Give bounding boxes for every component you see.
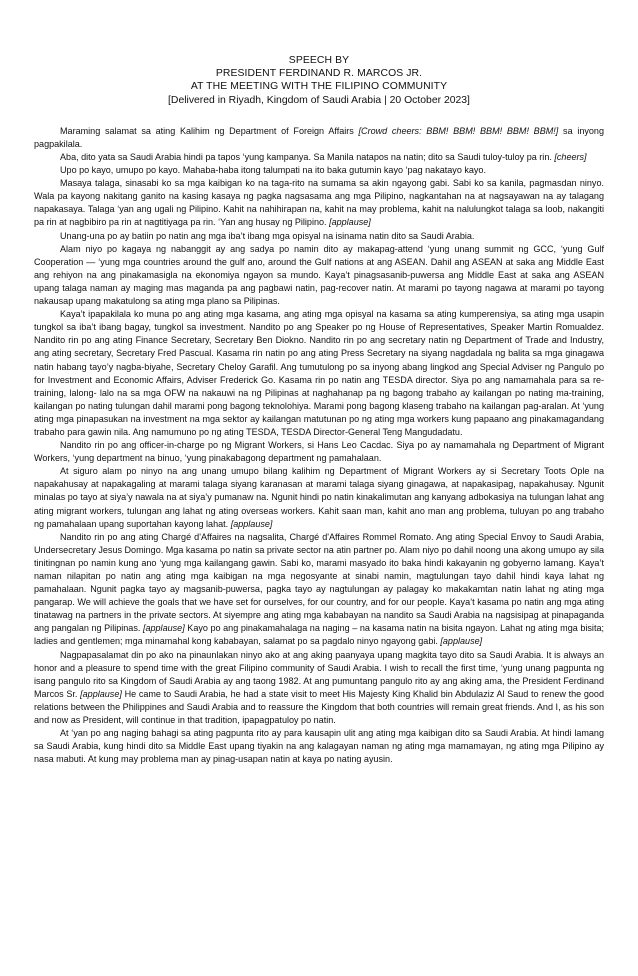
header-title: SPEECH BY bbox=[288, 55, 350, 66]
stage-direction: [applause] bbox=[329, 217, 371, 228]
header-delivery-note: [Delivered in Riyadh, Kingdom of Saudi Arabia | 20 October 2023] bbox=[168, 94, 470, 106]
stage-direction: [applause] bbox=[230, 518, 273, 529]
speech-paragraph bbox=[34, 308, 604, 439]
stage-direction: [applause] bbox=[142, 623, 185, 634]
speech-paragraph bbox=[34, 439, 604, 465]
speech-header bbox=[34, 54, 604, 107]
speech-paragraph bbox=[34, 531, 604, 649]
stage-direction: [cheers] bbox=[554, 152, 587, 162]
speech-paragraph bbox=[34, 230, 604, 243]
speech-text: Nagpapasalamat din po ako na pinaunlakan ninyo ako at ang aking paanyaya upang magkita tayo dito sa Saudi Arabia. It is always an honor and a pleasure to spend time with the great Filipino community of Saudi Arabia. I wish to recall the first time, ‘yung unang pagpunta ng isang pangulo rito sa Kingdom of Saudi Arabia ay ang taong 1982. At ang pumuntang pangulo rito ay ang aking ama, the President Ferdinand Marcos Sr. bbox=[34, 649, 604, 699]
speech-paragraph bbox=[34, 125, 604, 151]
speech-text: Maraming salamat sa ating Kalihim ng Department of Foreign Affairs bbox=[60, 125, 359, 136]
speech-text: Nandito rin po ang ating Chargé d'Affaires na nagsalita, Chargé d'Affaires Rommel Romato. Ang ating Special Envoy to Saudi Arabia, Undersecretary Jesus Domingo. Mga kasama po natin sa private sector na atin partner po. Alam niyo po dahil noong una akong umupo ay sila tinitingnan po namin kung ano ‘yung mga kailangang gawin. Sabi ko, marami masyado ito baka hindi kakayanin ng gobyerno lamang. Kaya’t naman nilapitan po natin ang ating mga kaibigan na mga negosyante at sinabi namin, magtulungan tayo dahil hindi kaya lahat ng pamahalaan. Ngunit pagka tayo ay magsanib-puwersa, pagka tayo ay nagtulungan ay palagay ko makakamtan natin lahat ng ating mga pangarap. We will achieve the goals that we have set for ourselves, for our country, and for our people. Kaya’t kasama po natin ang mga ating tinatawag na partners in the private sectors. At siyempre ang ating mga kababayan na nandito sa Saudi Arabia na nagsisipag at pinapaganda ang pangalan ng Pilipinas. bbox=[34, 531, 604, 634]
speech-text: Alam niyo po kagaya ng nabanggit ay ang sadya po namin dito ay makapag-attend ‘yung unang summit ng GCC, ‘yung Gulf Cooperation — ‘yung mga countries around the gulf ano, around the Gulf nations at ang ASEAN. Dahil ang ASEAN at saka ang Middle East ang rehiyon na ang pinakamasigla na ekonomiya ngayon sa mundo. Kaya’t pinagsasanib-puwersa ang Middle East at saka ang ASEAN upang talaga naman ay maging mas maganda pa ang pagbawi natin, pag-recover natin. At marami po tayong nagawa at marami po tayong nakausap upang makatulong sa ating mga plano sa Pilipinas. bbox=[34, 243, 604, 307]
stage-direction: [applause] bbox=[440, 636, 483, 647]
speech-text: Kaya’t ipapakilala ko muna po ang ating mga kasama, ang ating mga opisyal na kasama sa ating kumperensiya, sa ating mga usapin tungkol sa iba’t ibang bagay, tungkol sa investment. Nandito po ang Speaker po ng House of Representatives, Speaker Martin Romualdez. Nandito rin po ang ating Finance Secretary, Secretary Ben Diokno. Nandito rin po ang secretary natin ng Department of Trade and Industry, ang ating secretary, Secretary Fred Pascual. Kasama rin natin po ang ating Press Secretary na siyang nagdadala ng balita sa mga ginagawa natin habang tayo’y nagba-biyahe, Secretary Cheloy Garafil. Ang tumutulong po sa inyong abang lingkod ang Special Adviser ng Pangulo po for Investment and Economic Affairs, Adviser Frederick Go. Kasama rin po natin ang TESDA director. Siya po ang namamahala para sa re-training, lalong- lalo na sa mga OFW na nakauwi na ng Pilipinas at naghahanap pa ng bagong trabaho ay kailangan po nating ma-training, kailangan po nating tulungan dahil marami pong bagong teknolohiya. Marami pong bagong klaseng trabaho na kailangan pag-aralan. At ‘yung ating mga pinapasukan na investment na mga sektor ay kailangan matutunan po ng ating mga workers kung papaano ang pinakamagandang trabaho para gawin nila. Ang namumuno po ng ating TESDA, TESDA Director-General Teng Mangudadatu. bbox=[34, 309, 604, 437]
stage-direction: [Crowd cheers: BBM! BBM! BBM! BBM! BBM!] bbox=[358, 125, 559, 136]
speech-paragraph bbox=[34, 164, 604, 177]
speech-text: Kayo po ang pinakamahalaga na naging – na kasama natin na bisita ngayon. Lahat ng ating mga bisita; ladies and gentlemen; mga minamahal kong kababayan, salamat po sa pagdalo ninyo ngayong gabi. bbox=[34, 623, 604, 647]
header-speaker: PRESIDENT FERDINAND R. MARCOS JR. bbox=[215, 68, 423, 80]
speech-paragraph bbox=[34, 465, 604, 530]
speech-text: Upo po kayo, umupo po kayo. Mahaba-haba itong talumpati na ito baka gutumin kayo ‘pag nakatayo kayo. bbox=[60, 165, 486, 176]
speech-body bbox=[34, 125, 604, 767]
speech-paragraph bbox=[34, 151, 604, 164]
speech-text: At ‘yan po ang naging bahagi sa ating pagpunta rito ay para kausapin ulit ang ating mga kaibigan dito sa Saudi Arabia. At hindi lamang sa Saudi Arabia, kung hindi dito sa Middle East upang tiyakin na ang kalagayan naman ng ating mga mamamayan, ng ating mga Pilipino ay nasa mabuti. At kung may problema man ay pinag-usapan natin at kaya po nating ayusin. bbox=[34, 728, 604, 765]
speech-text: Masaya talaga, sinasabi ko sa mga kaibigan ko na taga-rito na sumama sa akin ngayong gabi. Sabi ko sa kanila, pagmasdan ninyo. Wala pa kayong nakitang ganito na kasing kasaya ng pagka nagsasama ang mga Pilipino, nagkantahan na at nagsayawan na ay talagang napakasaya. Talaga ‘yan ang ugali ng Pilipino. Kahit na nahihirapan na, kahit na may problema, kahit na nalulungkot talaga sa loob, nakangiti pa rin at nagbibiro pa rin at nagtitiyaga pa rin. ‘Yan ang husay ng Pilipino. bbox=[34, 178, 604, 228]
speech-text: sa inyong pagpakilala. bbox=[34, 125, 604, 149]
speech-text: Aba, dito yata sa Saudi Arabia hindi pa tapos ‘yung kampanya. Sa Manila natapos na natin; dito sa Saudi tuloy-tuloy pa rin. bbox=[60, 152, 555, 162]
speech-paragraph bbox=[34, 649, 604, 728]
speech-text: Nandito rin po ang officer-in-charge po ng Migrant Workers, si Hans Leo Cacdac. Siya po ay namamahala ng Department of Migrant Workers, ‘yung department na binuo, ‘yung pinakabagong department ng pamahalaan. bbox=[34, 440, 604, 464]
speech-text: He came to Saudi Arabia, he had a state visit to meet His Majesty King Khalid bin Abdulaziz Al Saud to renew the good relations between the Philippines and Saudi Arabia and to reassure the Kingdom that both countries will remain great friends. And I, as his son and now as President, will continue in that tradition, ipapagpatuloy po natin. bbox=[34, 688, 604, 726]
speech-text: At siguro alam po ninyo na ang unang umupo bilang kalihim ng Department of Migrant Workers ay si Secretary Toots Ople na napakahusay at napakagaling at marami talaga siyang karanasan at marami talaga siyang ginagawa, at napakasipag, napakahusay. Ngunit minalas po tayo at siya’y nawala na at siya’y pumanaw na. Ngunit hindi po natin kinakalimutan ang kanyang adbokasiya na tulungan lahat ang ating migrant workers, tulungan ang lahat ng ating overseas workers. Kahit saan man, kahit ano man ang problema, tuluyan po ang trabaho ng pamahalaan upang suportahan kayong lahat. bbox=[34, 466, 604, 529]
stage-direction: [applause] bbox=[80, 688, 122, 699]
speech-paragraph bbox=[34, 177, 604, 229]
speech-text: Unang-una po ay batiin po natin ang mga iba’t ibang mga opisyal na isinama natin dito sa Saudi Arabia. bbox=[60, 230, 475, 241]
speech-paragraph bbox=[34, 243, 604, 308]
header-occasion: AT THE MEETING WITH THE FILIPINO COMMUNITY bbox=[190, 81, 448, 93]
speech-paragraph bbox=[34, 727, 604, 766]
